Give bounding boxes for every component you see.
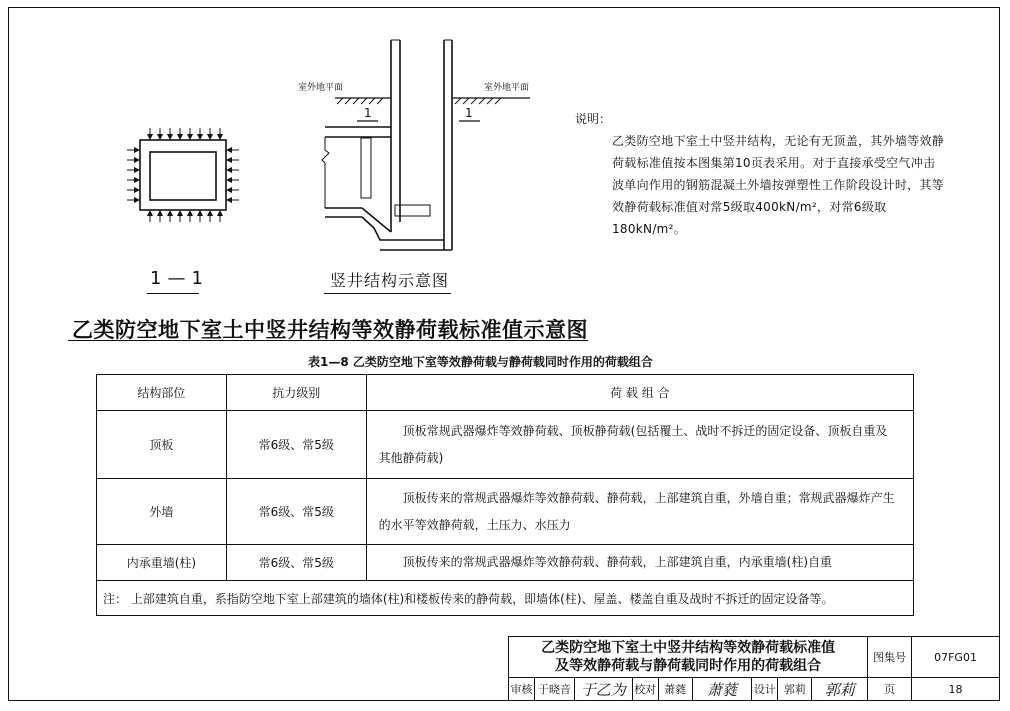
shaft-structure-drawing — [322, 40, 530, 250]
title-block — [508, 636, 1000, 701]
notes-heading: 说明： — [575, 112, 612, 126]
section-1-1-label: 1—1 — [150, 268, 209, 289]
section-label-underline — [147, 293, 199, 294]
cell-level: 常6级、常5级 — [226, 479, 366, 545]
table-header-row — [97, 375, 914, 411]
ground-label-right: 室外地平面 — [484, 83, 530, 93]
designer-name: 郭莉 — [778, 678, 812, 701]
title-line-2: 及等效静荷载与静荷载同时作用的荷载组合 — [555, 658, 822, 674]
table-row — [97, 545, 914, 581]
section-mark-left: 1 — [364, 106, 372, 120]
cell-part: 内承重墙(柱) — [97, 545, 227, 581]
main-title: 乙类防空地下室土中竖井结构等效静荷载标准值示意图 — [72, 318, 588, 342]
section-mark-right: 1 — [465, 106, 473, 120]
notes-body: 乙类防空地下室土中竖井结构，无论有无顶盖，其外墙等效静荷载标准值按本图集第10页表采用。对于直接承受空气冲击波单向作用的钢筋混凝土外墙按弹塑性工作阶段设计时，其等效静荷载标准值对常5级取400kN/m²，对常6级取180kN/m²。 — [612, 134, 945, 236]
load-combination-table — [96, 374, 914, 616]
cell-combo: 顶板常规武器爆炸等效静荷载、顶板静荷载(包括覆土、战时不拆迁的固定设备、顶板自重及其他静荷载) — [378, 423, 888, 465]
shaft-diagram-label: 竖井结构示意图 — [330, 271, 450, 290]
cell-level: 常6级、常5级 — [226, 545, 366, 581]
review-label: 审核 — [509, 678, 535, 701]
table-note-row — [97, 581, 914, 616]
designer-signature: 郭莉 — [812, 678, 868, 701]
cell-part: 顶板 — [97, 411, 227, 479]
check-label: 校对 — [632, 678, 658, 701]
drawing-area — [0, 0, 600, 300]
title-line-1: 乙类防空地下室土中竖井结构等效静荷载标准值 — [541, 640, 836, 656]
header-part: 结构部位 — [97, 375, 227, 411]
cell-part: 外墙 — [97, 479, 227, 545]
header-level: 抗力级别 — [226, 375, 366, 411]
page-number: 18 — [912, 678, 1000, 701]
reviewer-signature: 于乙为 — [574, 678, 632, 701]
reviewer-name: 于晓音 — [534, 678, 574, 701]
table-note: 注： 上部建筑自重，系指防空地下室上部建筑的墙体(柱)和楼板传来的静荷载，即墙体(柱)、屋盖、楼盖自重及战时不拆迁的固定设备等。 — [97, 581, 914, 616]
shaft-label-underline — [324, 293, 451, 294]
cell-level: 常6级、常5级 — [226, 411, 366, 479]
cell-combo: 顶板传来的常规武器爆炸等效静荷载、静荷载，上部建筑自重，内承重墙(柱)自重 — [402, 555, 833, 569]
section-1-1-drawing — [127, 128, 239, 222]
header-combo: 荷 载 组 合 — [366, 375, 913, 411]
checker-signature: 萧蕤 — [692, 678, 752, 701]
atlas-label: 图集号 — [868, 637, 912, 678]
cell-combo: 顶板传来的常规武器爆炸等效静荷载、静荷载，上部建筑自重，外墙自重；常规武器爆炸产生的水平等效静荷载，土压力、水压力 — [378, 490, 895, 532]
main-title-underline — [68, 340, 588, 341]
atlas-number: 07FG01 — [912, 637, 1000, 678]
table-row — [97, 479, 914, 545]
page-label: 页 — [868, 678, 912, 701]
table-row — [97, 411, 914, 479]
table-caption: 表1—8 乙类防空地下室等效静荷载与静荷载同时作用的荷载组合 — [308, 355, 653, 369]
checker-name: 萧蕤 — [658, 678, 692, 701]
design-label: 设计 — [752, 678, 778, 701]
ground-label-left: 室外地平面 — [298, 83, 344, 93]
